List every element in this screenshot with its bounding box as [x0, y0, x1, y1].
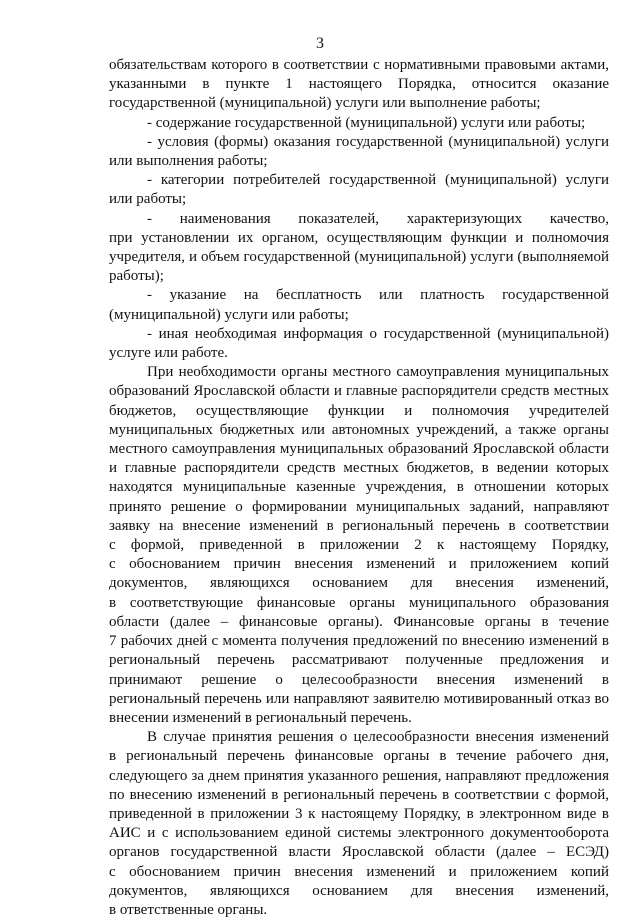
text-line: - наименования показателей, характеризующих качество,	[147, 210, 609, 227]
page-number: 3	[316, 35, 324, 52]
text-line: - иная необходимая информация о государственной (муниципальной)	[147, 325, 609, 342]
text-line: принято решение о формировании муниципальных заданий, направляют	[109, 498, 609, 515]
text-line: с обоснованием причин внесения изменений и приложением копий	[109, 863, 609, 880]
text-line: и главные распорядители средств местных бюджетов, в ведении которых	[109, 460, 609, 477]
text-line: обязательствам которого в соответствии с нормативными правовыми актами,	[109, 57, 609, 73]
text-line: работы);	[109, 268, 164, 285]
text-line: документов, являющихся основанием для внесения изменений,	[109, 882, 609, 899]
text-line: органов государственной власти Ярославской области (далее – ЕСЭД)	[109, 844, 609, 861]
text-line: бюджетов, осуществляющие функции и полномочия учредителей	[109, 402, 609, 419]
text-line: приведенной в приложении 3 к настоящему Порядку, в электронном виде в	[109, 805, 609, 822]
text-line: услуге или работе.	[109, 345, 228, 362]
text-line: или выполнения работы;	[109, 153, 268, 170]
text-line: 7 рабочих дней с момента получения предложений по внесению изменений в	[109, 633, 609, 650]
text-line: - содержание государственной (муниципальной) услуги или работы;	[147, 114, 586, 131]
text-line: государственной (муниципальной) услуги или выполнение работы;	[109, 95, 541, 112]
text-line: При необходимости органы местного самоуправления муниципальных	[147, 364, 609, 381]
text-line: находятся муниципальные казенные учреждения, в отношении которых	[109, 479, 609, 496]
text-line: муниципальных бюджетных или автономных учреждений, а также органы	[109, 421, 609, 438]
text-line: принимают решение о целесообразности внесения изменений в	[109, 671, 609, 688]
text-line: В случае принятия решения о целесообразности внесения изменений	[147, 729, 609, 746]
text-line: образований Ярославской области и главные распорядители средств местных	[109, 383, 609, 400]
text-line: АИС и с использованием единой системы электронного документооборота	[109, 825, 609, 842]
text-line: документов, являющихся основанием для внесения изменений,	[109, 575, 609, 592]
text-line: при установлении их органом, осуществляющим функции и полномочия	[109, 229, 609, 246]
text-line: региональный перечень рассматривают полученные предложения и	[109, 652, 609, 669]
text-line: заявку на внесение изменений в региональный перечень в соответствии	[109, 517, 609, 534]
text-line: или работы;	[109, 191, 187, 208]
text-line: внесении изменений в региональный перечень.	[109, 709, 412, 726]
text-line: региональный перечень или направляют заявителю мотивированный отказ во	[109, 690, 609, 707]
text-line: области (далее – финансовые органы). Финансовые органы в течение	[109, 613, 609, 630]
text-line: в региональный перечень финансовые органы в течение рабочего дня,	[109, 748, 609, 765]
text-line: (муниципальной) услуги или работы;	[109, 306, 349, 323]
text-line: учредителя, и объем государственной (муниципальной) услуги (выполняемой	[109, 249, 609, 266]
text-line: в ответственные органы.	[109, 901, 268, 918]
document-body	[109, 56, 609, 920]
text-line: в соответствующие финансовые органы муниципального образования	[109, 594, 609, 611]
text-line: указанными в пункте 1 настоящего Порядка, относится оказание	[109, 76, 609, 93]
text-line: - указание на бесплатность или платность государственной	[147, 287, 609, 304]
text-line: по внесению изменений в региональный перечень в соответствии с формой,	[109, 786, 609, 803]
text-line: - условия (формы) оказания государственной (муниципальной) услуги	[147, 133, 609, 150]
text-line: местного самоуправления муниципальных образований Ярославской области	[109, 441, 609, 458]
text-line: - категории потребителей государственной (муниципальной) услуги	[147, 172, 609, 189]
text-line: с обоснованием причин внесения изменений и приложением копий	[109, 556, 609, 573]
text-line: следующего за днем принятия указанного решения, направляют предложения	[109, 767, 609, 784]
text-line: с формой, приведенной в приложении 2 к настоящему Порядку,	[109, 537, 609, 554]
